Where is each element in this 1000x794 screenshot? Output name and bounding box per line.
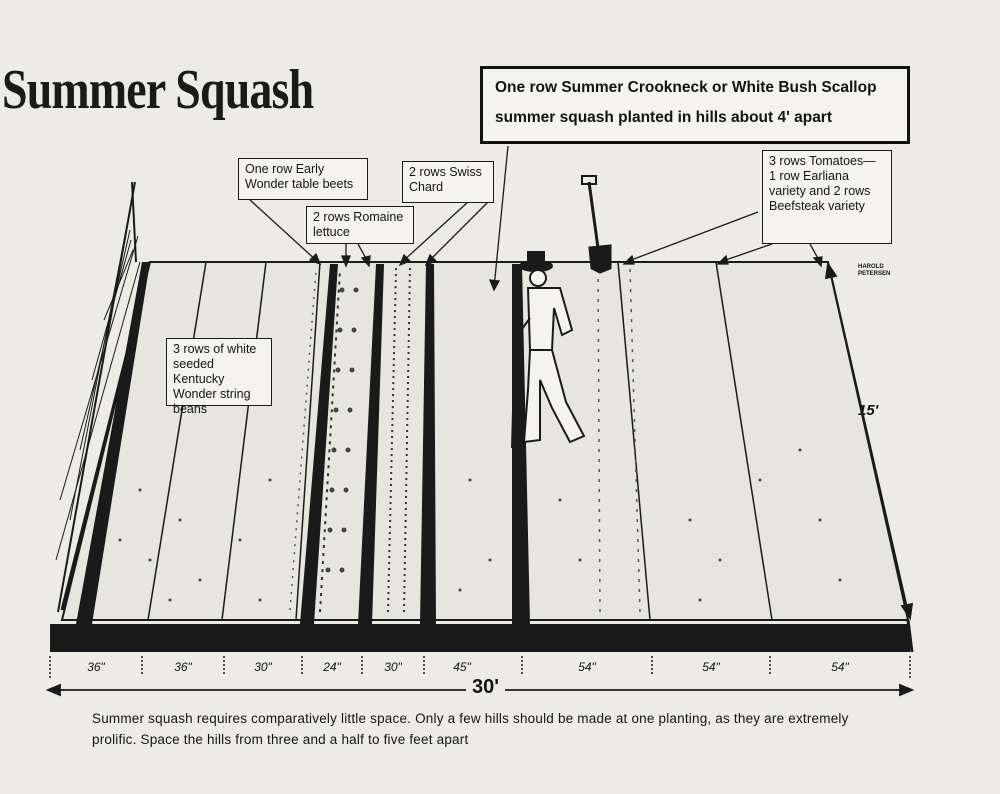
label-squash-row-line-1: One row Summer Crookneck or White Bush Scallop <box>495 79 877 96</box>
label-beets: One row Early Wonder table beets <box>238 158 368 200</box>
total-width-label: 30' <box>466 676 505 699</box>
caption: Summer squash requires comparatively little space. Only a few hills should be made at one planting, as they are extremely prolific. Space the hills from three and a half to five feet apart <box>92 711 849 747</box>
width-label-3: 30" <box>254 660 272 674</box>
artist-signature: HAROLD PETERSEN <box>858 264 891 277</box>
depth-label: 15' <box>858 402 879 419</box>
spade-illustration <box>582 176 610 272</box>
page-title: Summer Squash <box>2 59 314 121</box>
width-label-4: 24" <box>323 660 341 674</box>
label-chard: 2 rows Swiss Chard <box>402 161 494 203</box>
label-beans: 3 rows of white seeded Kentucky Wonder string beans <box>166 338 272 406</box>
label-tomatoes: 3 rows Tomatoes— 1 row Earliana variety and 2 rows Beefsteak variety <box>762 150 892 244</box>
width-label-5: 30" <box>384 660 402 674</box>
label-squash-row-line-2: summer squash planted in hills about 4' apart <box>495 109 833 126</box>
width-label-7: 54" <box>578 660 596 674</box>
label-squash-row <box>480 66 910 144</box>
width-label-1: 36" <box>87 660 105 674</box>
garden-plot <box>62 262 908 620</box>
label-romaine: 2 rows Romaine lettuce <box>306 206 414 244</box>
width-label-2: 36" <box>174 660 192 674</box>
width-label-6: 45" <box>453 660 471 674</box>
width-label-8: 54" <box>702 660 720 674</box>
plot-front-edge <box>50 624 910 652</box>
width-label-9: 54" <box>831 660 849 674</box>
